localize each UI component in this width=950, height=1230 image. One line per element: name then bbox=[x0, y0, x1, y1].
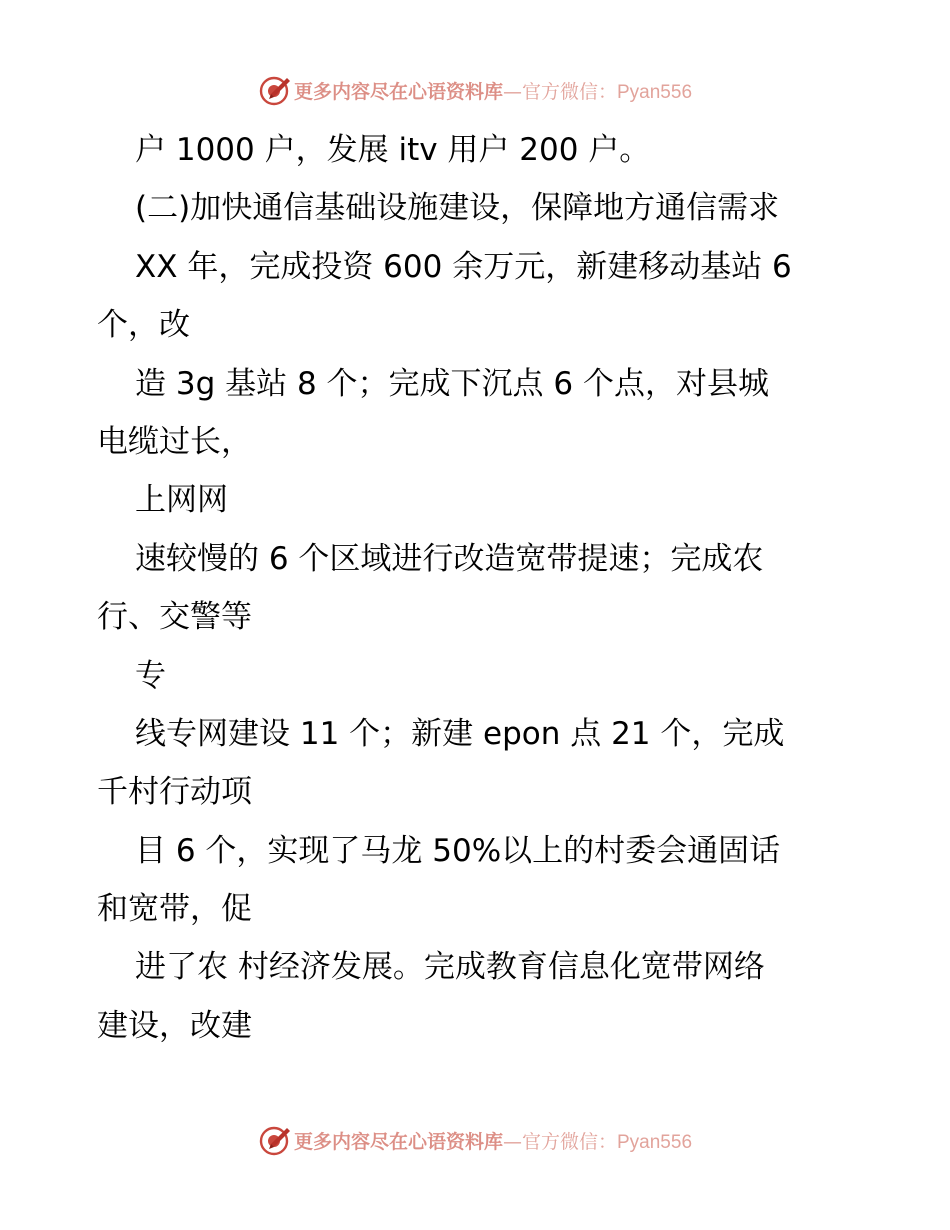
pen-logo-icon bbox=[258, 73, 292, 107]
banner-content bbox=[258, 1123, 692, 1157]
text-line: 目 6 个，实现了马龙 50%以上的村委会通固话 bbox=[135, 832, 781, 869]
banner-main-text: 更多内容尽在心语资料库 bbox=[293, 80, 503, 103]
text-line: 个，改 bbox=[97, 307, 190, 344]
banner-dash: — bbox=[502, 80, 522, 103]
text-line: XX 年，完成投资 600 余万元，新建移动基站 6 bbox=[135, 248, 792, 285]
banner-wechat-id: Pyan556 bbox=[617, 1131, 693, 1153]
text-line: 速较慢的 6 个区域进行改造宽带提速；完成农 bbox=[135, 540, 764, 577]
document-body bbox=[97, 121, 857, 1055]
banner-content bbox=[258, 73, 692, 107]
text-line: 造 3g 基站 8 个；完成下沉点 6 个点，对县城 bbox=[135, 365, 769, 402]
banner-main-text: 更多内容尽在心语资料库 bbox=[293, 1130, 503, 1153]
banner-sub-text: 官方微信： bbox=[521, 80, 617, 103]
text-line: 电缆过长， bbox=[97, 423, 252, 460]
text-line: 行、交警等 bbox=[97, 599, 252, 636]
footer-banner bbox=[0, 1120, 950, 1160]
text-line: (二)加快通信基础设施建设，保障地方通信需求 bbox=[135, 190, 780, 227]
banner-dash: — bbox=[502, 1130, 522, 1153]
text-line: 和宽带，促 bbox=[97, 891, 252, 928]
header-banner bbox=[0, 70, 950, 110]
text-line: 上网网 bbox=[135, 482, 228, 519]
banner-text bbox=[294, 1127, 692, 1154]
text-line: 户 1000 户，发展 itv 用户 200 户。 bbox=[135, 132, 651, 168]
text-line: 线专网建设 11 个；新建 epon 点 21 个，完成 bbox=[135, 715, 785, 752]
banner-sub-text: 官方微信： bbox=[521, 1130, 617, 1153]
pen-logo-icon bbox=[258, 1123, 292, 1157]
text-line: 千村行动项 bbox=[97, 774, 252, 811]
text-line: 专 bbox=[135, 657, 166, 694]
banner-wechat-id: Pyan556 bbox=[617, 81, 693, 103]
banner-text bbox=[294, 77, 692, 104]
text-line: 建设，改建 bbox=[97, 1007, 252, 1044]
text-line: 进了农 村经济发展。完成教育信息化宽带网络 bbox=[135, 949, 765, 986]
